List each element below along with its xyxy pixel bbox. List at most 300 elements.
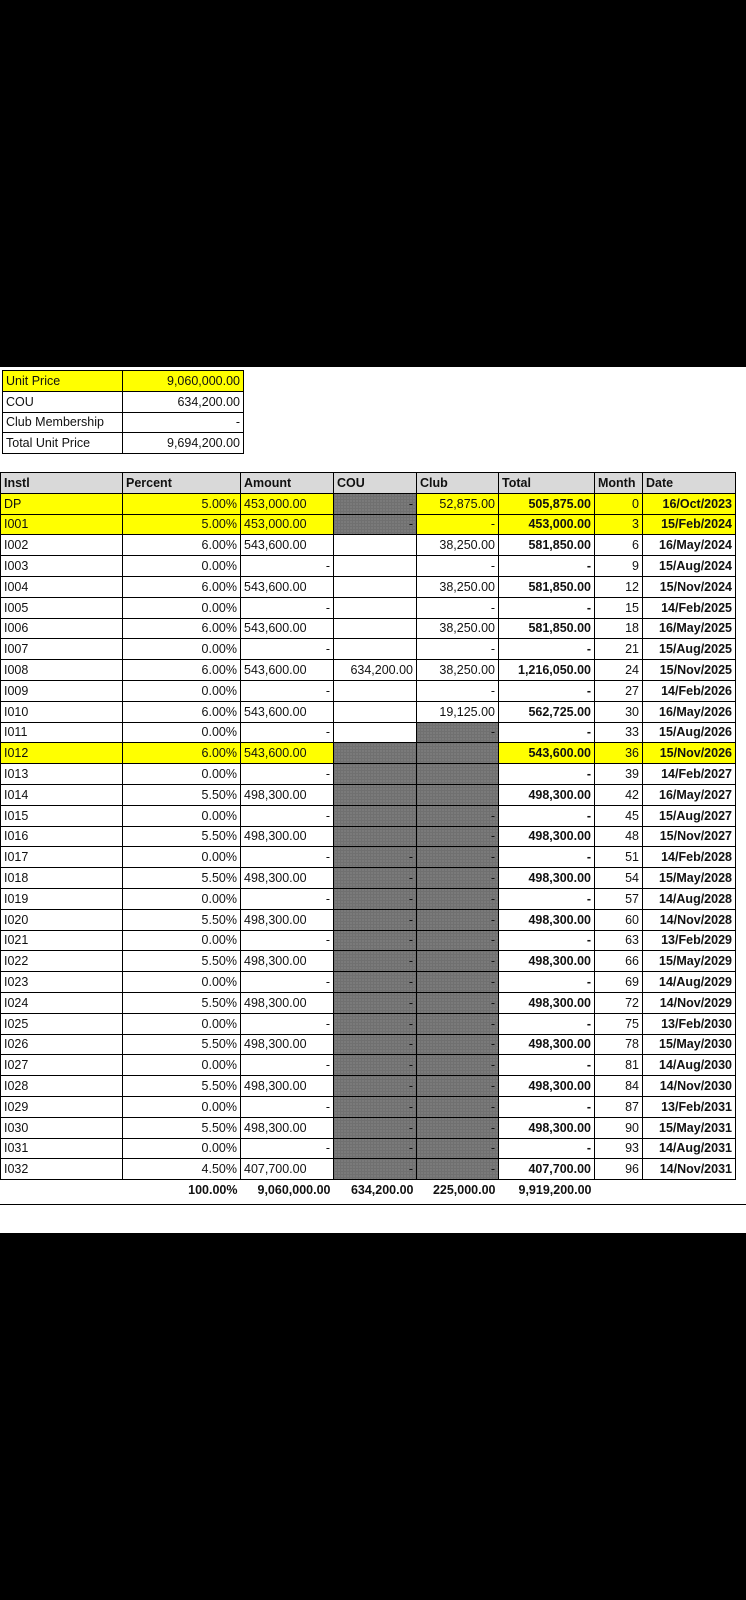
cell-instl[interactable]: I006: [1, 618, 123, 639]
summary-label[interactable]: Total Unit Price: [3, 433, 123, 454]
cell-month[interactable]: 96: [595, 1159, 643, 1180]
cell-club[interactable]: 52,875.00: [417, 493, 499, 514]
cell-club[interactable]: 38,250.00: [417, 618, 499, 639]
cell-date[interactable]: 13/Feb/2030: [643, 1013, 736, 1034]
cell-month[interactable]: 45: [595, 805, 643, 826]
cell-total[interactable]: -: [499, 847, 595, 868]
cell-percent[interactable]: 0.00%: [123, 805, 241, 826]
cell-club[interactable]: -: [417, 888, 499, 909]
cell-cou[interactable]: -: [334, 888, 417, 909]
cell-club[interactable]: -: [417, 1096, 499, 1117]
cell-total[interactable]: -: [499, 764, 595, 785]
cell-percent[interactable]: 5.00%: [123, 514, 241, 535]
cell-percent[interactable]: 0.00%: [123, 764, 241, 785]
table-row: [1, 847, 736, 868]
cell-club[interactable]: -: [417, 930, 499, 951]
cell-instl[interactable]: I003: [1, 556, 123, 577]
cell-total[interactable]: -: [499, 680, 595, 701]
cell-percent[interactable]: 4.50%: [123, 1159, 241, 1180]
cell-percent[interactable]: 5.50%: [123, 951, 241, 972]
cell-club[interactable]: -: [417, 597, 499, 618]
cell-percent[interactable]: 0.00%: [123, 1055, 241, 1076]
cell-cou[interactable]: -: [334, 1076, 417, 1097]
cell-club[interactable]: -: [417, 826, 499, 847]
cell-date[interactable]: 13/Feb/2029: [643, 930, 736, 951]
cell-cou[interactable]: [334, 805, 417, 826]
cell-club[interactable]: -: [417, 1013, 499, 1034]
cell-month[interactable]: 18: [595, 618, 643, 639]
summary-value[interactable]: -: [123, 412, 244, 433]
cell-cou[interactable]: [334, 784, 417, 805]
cell-month[interactable]: 48: [595, 826, 643, 847]
cell-date[interactable]: 14/Feb/2026: [643, 680, 736, 701]
cell-cou[interactable]: -: [334, 868, 417, 889]
cell-month[interactable]: 39: [595, 764, 643, 785]
header-total[interactable]: Total: [499, 473, 595, 494]
cell-club[interactable]: -: [417, 514, 499, 535]
cell-total[interactable]: 498,300.00: [499, 784, 595, 805]
cell-club[interactable]: -: [417, 847, 499, 868]
cell-total[interactable]: -: [499, 556, 595, 577]
table-row: [1, 1034, 736, 1055]
table-row: [1, 618, 736, 639]
cell-club[interactable]: -: [417, 556, 499, 577]
cell-percent[interactable]: 0.00%: [123, 930, 241, 951]
cell-amount[interactable]: -: [241, 722, 334, 743]
cell-instl[interactable]: I014: [1, 784, 123, 805]
header-instl[interactable]: Instl: [1, 473, 123, 494]
summary-value[interactable]: 9,694,200.00: [123, 433, 244, 454]
header-date[interactable]: Date: [643, 473, 736, 494]
cell-amount[interactable]: 453,000.00: [241, 514, 334, 535]
cell-percent[interactable]: 0.00%: [123, 680, 241, 701]
cell-date[interactable]: 15/May/2031: [643, 1117, 736, 1138]
cell-cou[interactable]: -: [334, 1159, 417, 1180]
cell-percent[interactable]: 0.00%: [123, 888, 241, 909]
cell-date[interactable]: 15/May/2028: [643, 868, 736, 889]
cell-month[interactable]: 93: [595, 1138, 643, 1159]
cell-month[interactable]: 6: [595, 535, 643, 556]
cell-month[interactable]: 72: [595, 992, 643, 1013]
cell-percent[interactable]: 0.00%: [123, 1138, 241, 1159]
cell-month[interactable]: 0: [595, 493, 643, 514]
cell-date[interactable]: 15/Nov/2024: [643, 576, 736, 597]
cell-cou[interactable]: -: [334, 1138, 417, 1159]
cell-amount[interactable]: 498,300.00: [241, 909, 334, 930]
cell-percent[interactable]: 0.00%: [123, 597, 241, 618]
cell-club[interactable]: 38,250.00: [417, 535, 499, 556]
cell-amount[interactable]: 498,300.00: [241, 951, 334, 972]
cell-amount[interactable]: -: [241, 805, 334, 826]
cell-club[interactable]: -: [417, 1159, 499, 1180]
total-amount[interactable]: 9,060,000.00: [257, 1182, 331, 1197]
cell-club[interactable]: [417, 784, 499, 805]
cell-total[interactable]: 543,600.00: [499, 743, 595, 764]
header-month[interactable]: Month: [595, 473, 643, 494]
cell-instl[interactable]: I020: [1, 909, 123, 930]
totals-blank: [595, 1180, 643, 1200]
table-row: [1, 597, 736, 618]
cell-date[interactable]: 16/May/2025: [643, 618, 736, 639]
cell-total[interactable]: 498,300.00: [499, 1034, 595, 1055]
cell-percent[interactable]: 6.00%: [123, 743, 241, 764]
cell-month[interactable]: 51: [595, 847, 643, 868]
cell-percent[interactable]: 6.00%: [123, 701, 241, 722]
cell-instl[interactable]: I005: [1, 597, 123, 618]
table-row: [1, 784, 736, 805]
cell-percent[interactable]: 5.50%: [123, 992, 241, 1013]
cell-instl[interactable]: I021: [1, 930, 123, 951]
cell-date[interactable]: 14/Feb/2028: [643, 847, 736, 868]
cell-amount[interactable]: 453,000.00: [241, 493, 334, 514]
cell-percent[interactable]: 0.00%: [123, 722, 241, 743]
cell-total[interactable]: -: [499, 1013, 595, 1034]
table-row: [1, 1138, 736, 1159]
cell-cou[interactable]: -: [334, 951, 417, 972]
cell-date[interactable]: 14/Aug/2028: [643, 888, 736, 909]
summary-label[interactable]: COU: [3, 391, 123, 412]
cell-amount[interactable]: -: [241, 556, 334, 577]
cell-club[interactable]: -: [417, 1138, 499, 1159]
cell-club[interactable]: 19,125.00: [417, 701, 499, 722]
cell-month[interactable]: 84: [595, 1076, 643, 1097]
cell-total[interactable]: -: [499, 1055, 595, 1076]
cell-instl[interactable]: I032: [1, 1159, 123, 1180]
price-summary-table: [2, 370, 244, 454]
cell-instl[interactable]: I015: [1, 805, 123, 826]
cell-percent[interactable]: 0.00%: [123, 639, 241, 660]
cell-percent[interactable]: 5.50%: [123, 1034, 241, 1055]
cell-total[interactable]: -: [499, 972, 595, 993]
cell-cou[interactable]: [334, 701, 417, 722]
cell-percent[interactable]: 5.50%: [123, 868, 241, 889]
total-total[interactable]: 9,919,200.00: [518, 1182, 592, 1197]
header-club[interactable]: Club: [417, 473, 499, 494]
cell-instl[interactable]: I029: [1, 1096, 123, 1117]
cell-cou[interactable]: [334, 764, 417, 785]
cell-month[interactable]: 87: [595, 1096, 643, 1117]
header-amount[interactable]: Amount: [241, 473, 334, 494]
cell-percent[interactable]: 6.00%: [123, 660, 241, 681]
cell-instl[interactable]: I007: [1, 639, 123, 660]
cell-total[interactable]: 562,725.00: [499, 701, 595, 722]
cell-club[interactable]: 38,250.00: [417, 576, 499, 597]
cell-date[interactable]: 14/Aug/2030: [643, 1055, 736, 1076]
cell-cou[interactable]: -: [334, 1117, 417, 1138]
cell-instl[interactable]: I022: [1, 951, 123, 972]
cell-total[interactable]: 498,300.00: [499, 951, 595, 972]
cell-total[interactable]: -: [499, 888, 595, 909]
cell-club[interactable]: -: [417, 1034, 499, 1055]
cell-total[interactable]: 498,300.00: [499, 868, 595, 889]
cell-instl[interactable]: I001: [1, 514, 123, 535]
cell-month[interactable]: 24: [595, 660, 643, 681]
cell-total[interactable]: -: [499, 930, 595, 951]
cell-club[interactable]: 38,250.00: [417, 660, 499, 681]
summary-label[interactable]: Club Membership: [3, 412, 123, 433]
cell-percent[interactable]: 5.50%: [123, 784, 241, 805]
cell-total[interactable]: -: [499, 1138, 595, 1159]
cell-date[interactable]: 14/Nov/2029: [643, 992, 736, 1013]
cell-amount[interactable]: -: [241, 1138, 334, 1159]
table-row: [1, 493, 736, 514]
cell-total[interactable]: 407,700.00: [499, 1159, 595, 1180]
cell-date[interactable]: 15/Aug/2025: [643, 639, 736, 660]
cell-instl[interactable]: I011: [1, 722, 123, 743]
cell-total[interactable]: 505,875.00: [499, 493, 595, 514]
cell-percent[interactable]: 5.50%: [123, 1117, 241, 1138]
cell-club[interactable]: -: [417, 805, 499, 826]
cell-instl[interactable]: I002: [1, 535, 123, 556]
cell-instl[interactable]: I018: [1, 868, 123, 889]
cell-amount[interactable]: 543,600.00: [241, 660, 334, 681]
cell-amount[interactable]: -: [241, 597, 334, 618]
table-row: [1, 576, 736, 597]
cell-cou[interactable]: -: [334, 909, 417, 930]
cell-date[interactable]: 16/Oct/2023: [643, 493, 736, 514]
cell-total[interactable]: -: [499, 805, 595, 826]
cell-date[interactable]: 16/May/2024: [643, 535, 736, 556]
cell-cou[interactable]: 634,200.00: [334, 660, 417, 681]
cell-total[interactable]: 581,850.00: [499, 535, 595, 556]
cell-cou[interactable]: -: [334, 972, 417, 993]
cell-month[interactable]: 42: [595, 784, 643, 805]
cell-cou[interactable]: -: [334, 1055, 417, 1076]
cell-month[interactable]: 30: [595, 701, 643, 722]
cell-percent[interactable]: 5.50%: [123, 1076, 241, 1097]
cell-amount[interactable]: -: [241, 639, 334, 660]
cell-total[interactable]: -: [499, 639, 595, 660]
cell-total[interactable]: 581,850.00: [499, 576, 595, 597]
cell-date[interactable]: 14/Feb/2025: [643, 597, 736, 618]
cell-date[interactable]: 14/Nov/2031: [643, 1159, 736, 1180]
cell-instl[interactable]: I012: [1, 743, 123, 764]
table-row: [1, 992, 736, 1013]
cell-club[interactable]: -: [417, 639, 499, 660]
cell-club[interactable]: -: [417, 722, 499, 743]
cell-cou[interactable]: [334, 618, 417, 639]
cell-total[interactable]: -: [499, 722, 595, 743]
cell-month[interactable]: 9: [595, 556, 643, 577]
cell-month[interactable]: 78: [595, 1034, 643, 1055]
cell-amount[interactable]: -: [241, 930, 334, 951]
header-percent[interactable]: Percent: [123, 473, 241, 494]
cell-total[interactable]: 498,300.00: [499, 909, 595, 930]
cell-date[interactable]: 14/Nov/2028: [643, 909, 736, 930]
cell-total[interactable]: 498,300.00: [499, 992, 595, 1013]
cell-total[interactable]: 453,000.00: [499, 514, 595, 535]
cell-month[interactable]: 33: [595, 722, 643, 743]
cell-percent[interactable]: 0.00%: [123, 1013, 241, 1034]
cell-amount[interactable]: 498,300.00: [241, 1034, 334, 1055]
cell-date[interactable]: 15/May/2029: [643, 951, 736, 972]
cell-amount[interactable]: 543,600.00: [241, 618, 334, 639]
cell-month[interactable]: 57: [595, 888, 643, 909]
cell-cou[interactable]: -: [334, 514, 417, 535]
cell-instl[interactable]: I016: [1, 826, 123, 847]
cell-instl[interactable]: I031: [1, 1138, 123, 1159]
cell-month[interactable]: 90: [595, 1117, 643, 1138]
cell-instl[interactable]: I008: [1, 660, 123, 681]
cell-amount[interactable]: 543,600.00: [241, 743, 334, 764]
cell-cou[interactable]: -: [334, 992, 417, 1013]
cell-month[interactable]: 69: [595, 972, 643, 993]
cell-club[interactable]: -: [417, 972, 499, 993]
cell-club[interactable]: -: [417, 1076, 499, 1097]
cell-date[interactable]: 15/May/2030: [643, 1034, 736, 1055]
cell-percent[interactable]: 6.00%: [123, 535, 241, 556]
cell-percent[interactable]: 6.00%: [123, 618, 241, 639]
cell-percent[interactable]: 0.00%: [123, 972, 241, 993]
cell-cou[interactable]: -: [334, 1034, 417, 1055]
cell-cou[interactable]: [334, 722, 417, 743]
cell-club[interactable]: -: [417, 992, 499, 1013]
cell-amount[interactable]: -: [241, 1096, 334, 1117]
cell-cou[interactable]: -: [334, 1013, 417, 1034]
cell-date[interactable]: 15/Aug/2026: [643, 722, 736, 743]
cell-instl[interactable]: I010: [1, 701, 123, 722]
table-row: [1, 701, 736, 722]
cell-cou[interactable]: -: [334, 493, 417, 514]
cell-date[interactable]: 15/Feb/2024: [643, 514, 736, 535]
cell-amount[interactable]: 498,300.00: [241, 826, 334, 847]
cell-cou[interactable]: [334, 576, 417, 597]
cell-percent[interactable]: 5.50%: [123, 909, 241, 930]
cell-total[interactable]: 581,850.00: [499, 618, 595, 639]
spreadsheet-sheet: [0, 367, 746, 1233]
cell-date[interactable]: 14/Aug/2029: [643, 972, 736, 993]
cell-total[interactable]: -: [499, 597, 595, 618]
cell-percent[interactable]: 5.00%: [123, 493, 241, 514]
cell-instl[interactable]: I019: [1, 888, 123, 909]
cell-instl[interactable]: I025: [1, 1013, 123, 1034]
cell-instl[interactable]: DP: [1, 493, 123, 514]
cell-club[interactable]: -: [417, 1117, 499, 1138]
cell-date[interactable]: 14/Feb/2027: [643, 764, 736, 785]
cell-cou[interactable]: [334, 639, 417, 660]
cell-total[interactable]: 498,300.00: [499, 826, 595, 847]
cell-month[interactable]: 54: [595, 868, 643, 889]
cell-amount[interactable]: -: [241, 888, 334, 909]
cell-cou[interactable]: [334, 556, 417, 577]
cell-percent[interactable]: 0.00%: [123, 556, 241, 577]
cell-month[interactable]: 12: [595, 576, 643, 597]
cell-date[interactable]: 15/Aug/2024: [643, 556, 736, 577]
cell-club[interactable]: [417, 764, 499, 785]
cell-instl[interactable]: I030: [1, 1117, 123, 1138]
cell-date[interactable]: 16/May/2027: [643, 784, 736, 805]
cell-total[interactable]: 498,300.00: [499, 1076, 595, 1097]
cell-club[interactable]: -: [417, 680, 499, 701]
cell-club[interactable]: -: [417, 1055, 499, 1076]
cell-month[interactable]: 36: [595, 743, 643, 764]
total-cou[interactable]: 634,200.00: [350, 1182, 414, 1197]
cell-amount[interactable]: 498,300.00: [241, 1117, 334, 1138]
cell-cou[interactable]: -: [334, 1096, 417, 1117]
cell-date[interactable]: 14/Aug/2031: [643, 1138, 736, 1159]
cell-percent[interactable]: 5.50%: [123, 826, 241, 847]
cell-month[interactable]: 27: [595, 680, 643, 701]
summary-value[interactable]: 634,200.00: [123, 391, 244, 412]
cell-month[interactable]: 15: [595, 597, 643, 618]
cell-percent[interactable]: 0.00%: [123, 847, 241, 868]
cell-cou[interactable]: [334, 680, 417, 701]
cell-instl[interactable]: I024: [1, 992, 123, 1013]
cell-month[interactable]: 21: [595, 639, 643, 660]
cell-amount[interactable]: 498,300.00: [241, 992, 334, 1013]
cell-date[interactable]: 15/Nov/2025: [643, 660, 736, 681]
cell-cou[interactable]: [334, 826, 417, 847]
cell-instl[interactable]: I013: [1, 764, 123, 785]
summary-label[interactable]: Unit Price: [3, 371, 123, 392]
total-percent[interactable]: 100.00%: [188, 1182, 238, 1197]
cell-cou[interactable]: [334, 743, 417, 764]
cell-amount[interactable]: 498,300.00: [241, 784, 334, 805]
cell-month[interactable]: 63: [595, 930, 643, 951]
cell-date[interactable]: 13/Feb/2031: [643, 1096, 736, 1117]
cell-amount[interactable]: -: [241, 1055, 334, 1076]
cell-amount[interactable]: -: [241, 764, 334, 785]
cell-cou[interactable]: [334, 535, 417, 556]
cell-date[interactable]: 15/Nov/2026: [643, 743, 736, 764]
cell-cou[interactable]: -: [334, 847, 417, 868]
cell-date[interactable]: 15/Aug/2027: [643, 805, 736, 826]
cell-amount[interactable]: -: [241, 1013, 334, 1034]
cell-instl[interactable]: I026: [1, 1034, 123, 1055]
cell-month[interactable]: 81: [595, 1055, 643, 1076]
summary-row: [3, 433, 244, 454]
cell-total[interactable]: -: [499, 1096, 595, 1117]
cell-club[interactable]: -: [417, 909, 499, 930]
cell-percent[interactable]: 6.00%: [123, 576, 241, 597]
total-club[interactable]: 225,000.00: [432, 1182, 496, 1197]
cell-amount[interactable]: 498,300.00: [241, 1076, 334, 1097]
cell-amount[interactable]: 407,700.00: [241, 1159, 334, 1180]
cell-month[interactable]: 75: [595, 1013, 643, 1034]
cell-amount[interactable]: -: [241, 680, 334, 701]
cell-amount[interactable]: 543,600.00: [241, 701, 334, 722]
cell-instl[interactable]: I027: [1, 1055, 123, 1076]
summary-value[interactable]: 9,060,000.00: [123, 371, 244, 392]
cell-amount[interactable]: 543,600.00: [241, 576, 334, 597]
cell-cou[interactable]: [334, 597, 417, 618]
cell-club[interactable]: -: [417, 951, 499, 972]
cell-cou[interactable]: -: [334, 930, 417, 951]
cell-total[interactable]: 498,300.00: [499, 1117, 595, 1138]
cell-amount[interactable]: 498,300.00: [241, 868, 334, 889]
cell-amount[interactable]: 543,600.00: [241, 535, 334, 556]
header-cou[interactable]: COU: [334, 473, 417, 494]
cell-instl[interactable]: I023: [1, 972, 123, 993]
cell-instl[interactable]: I004: [1, 576, 123, 597]
cell-month[interactable]: 66: [595, 951, 643, 972]
cell-date[interactable]: 16/May/2026: [643, 701, 736, 722]
cell-percent[interactable]: 0.00%: [123, 1096, 241, 1117]
cell-instl[interactable]: I009: [1, 680, 123, 701]
cell-total[interactable]: 1,216,050.00: [499, 660, 595, 681]
cell-date[interactable]: 14/Nov/2030: [643, 1076, 736, 1097]
cell-instl[interactable]: I028: [1, 1076, 123, 1097]
cell-month[interactable]: 3: [595, 514, 643, 535]
cell-instl[interactable]: I017: [1, 847, 123, 868]
cell-month[interactable]: 60: [595, 909, 643, 930]
table-row: [1, 1159, 736, 1180]
cell-club[interactable]: -: [417, 868, 499, 889]
cell-date[interactable]: 15/Nov/2027: [643, 826, 736, 847]
cell-amount[interactable]: -: [241, 847, 334, 868]
cell-club[interactable]: [417, 743, 499, 764]
cell-amount[interactable]: -: [241, 972, 334, 993]
